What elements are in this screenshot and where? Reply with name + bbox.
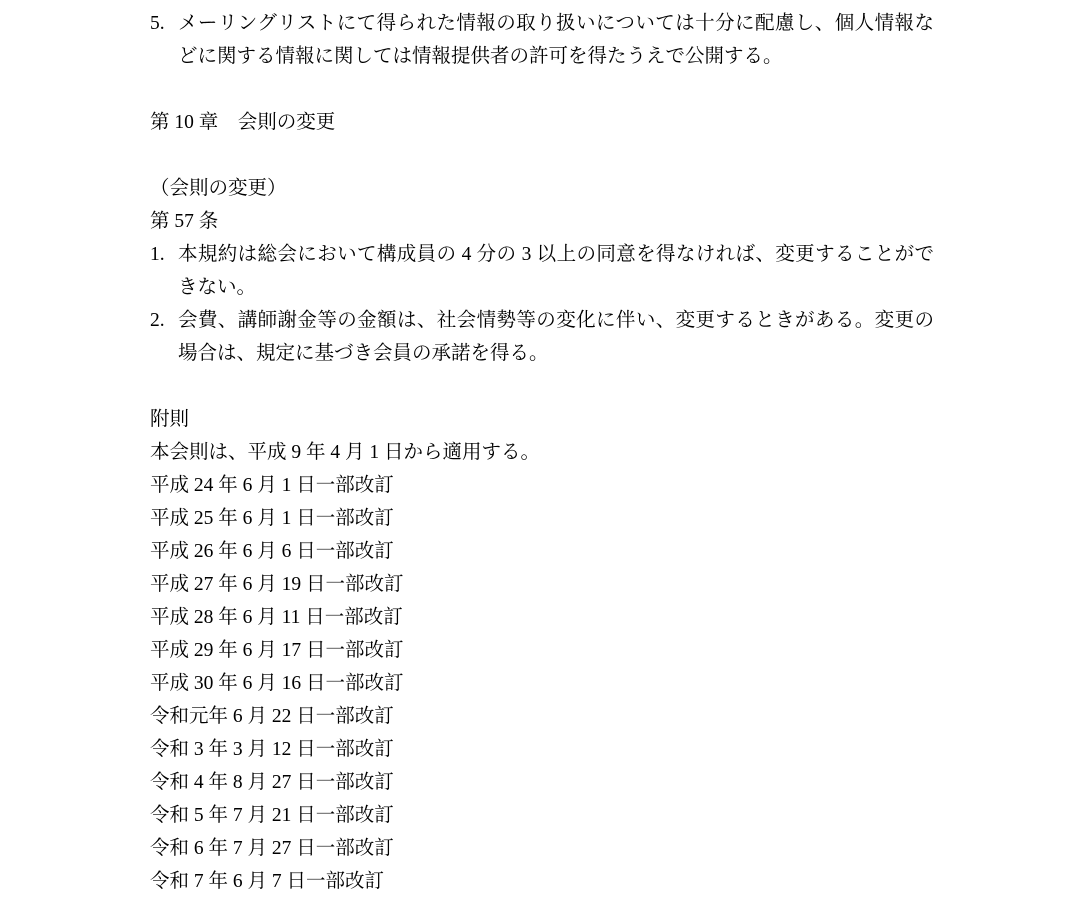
article-item-2-text: 会費、講師謝金等の金額は、社会情勢等の変化に伴い、変更するときがある。変更の場合は、規定に基づき会員の承諾を得る。 <box>178 310 934 364</box>
spacer <box>150 139 934 172</box>
supplementary-heading: 附則 <box>150 409 190 430</box>
article-item-1-text: 本規約は総会において構成員の 4 分の 3 以上の同意を得なければ、変更することができない。 <box>178 244 934 298</box>
list-item-5-number: 5. <box>150 13 165 34</box>
revision-entry: 平成 26 年 6 月 6 日一部改訂 <box>150 541 394 562</box>
revision-entry: 令和元年 6 月 22 日一部改訂 <box>150 706 394 727</box>
revision-entry: 平成 29 年 6 月 17 日一部改訂 <box>150 640 404 661</box>
revision-entry: 平成 24 年 6 月 1 日一部改訂 <box>150 475 394 496</box>
revision-entry: 令和 3 年 3 月 12 日一部改訂 <box>150 739 394 760</box>
revision-entry: 令和 6 年 7 月 27 日一部改訂 <box>150 838 394 859</box>
list-item-5 <box>150 7 934 73</box>
revision-entry: 平成 27 年 6 月 19 日一部改訂 <box>150 574 404 595</box>
article-item-1 <box>150 238 934 304</box>
article-item-1-number: 1. <box>150 244 165 265</box>
list-item-5-text: メーリングリストにて得られた情報の取り扱いについては十分に配慮し、個人情報などに関する情報に関しては情報提供者の許可を得たうえで公開する。 <box>178 13 934 67</box>
revision-entry: 平成 30 年 6 月 16 日一部改訂 <box>150 673 404 694</box>
spacer <box>150 73 934 106</box>
article-item-2-number: 2. <box>150 310 165 331</box>
revision-entry: 令和 4 年 8 月 27 日一部改訂 <box>150 772 394 793</box>
chapter-heading: 第 10 章 会則の変更 <box>150 112 336 133</box>
revision-entry: 令和 7 年 6 月 7 日一部改訂 <box>150 871 385 892</box>
supplementary-effective-note: 本会則は、平成 9 年 4 月 1 日から適用する。 <box>150 442 541 463</box>
revision-entry: 令和 5 年 7 月 21 日一部改訂 <box>150 805 394 826</box>
document-page <box>150 7 934 898</box>
revision-entry: 平成 25 年 6 月 1 日一部改訂 <box>150 508 394 529</box>
article-heading: 第 57 条 <box>150 211 219 232</box>
revision-entry: 平成 28 年 6 月 11 日一部改訂 <box>150 607 403 628</box>
article-item-2 <box>150 304 934 370</box>
section-label: （会則の変更） <box>150 178 287 199</box>
spacer <box>150 370 934 403</box>
